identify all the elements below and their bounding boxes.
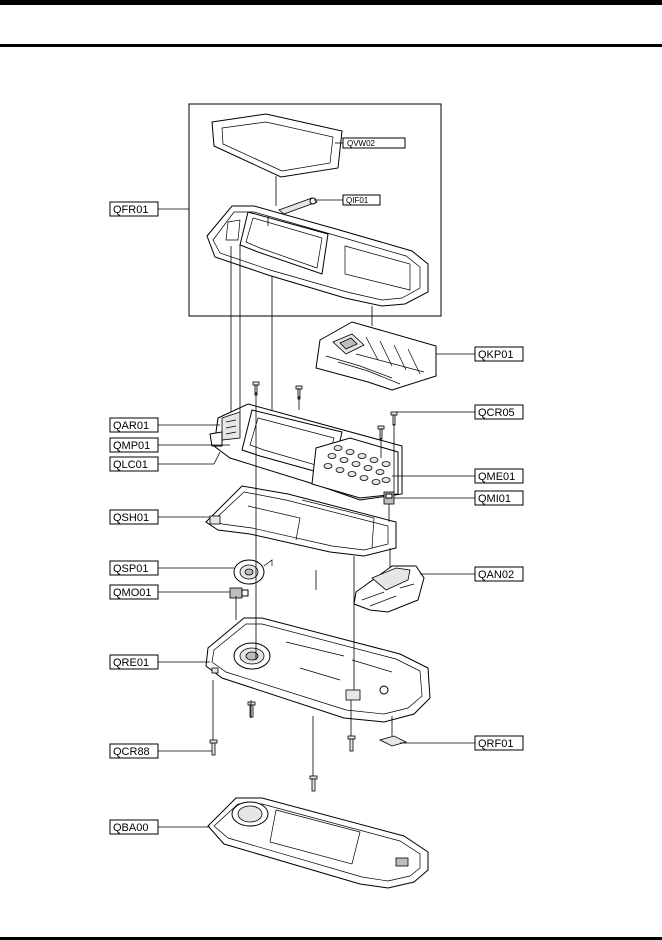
label-text: QRE01	[113, 657, 150, 669]
label-qcr88	[110, 744, 158, 758]
battery-cover-part	[208, 798, 428, 888]
label-qmo01	[110, 585, 158, 599]
label-text: QLC01	[113, 459, 148, 471]
keypad-part	[316, 322, 436, 390]
label-qre01	[110, 655, 158, 669]
label-text: QAR01	[113, 420, 150, 432]
label-text: QRF01	[478, 738, 514, 750]
label-text: QME01	[478, 471, 516, 483]
label-qif01	[343, 195, 380, 205]
speaker-part	[234, 560, 272, 584]
qif01-part	[279, 198, 317, 214]
antenna-part	[354, 566, 424, 612]
label-text: QMO01	[113, 587, 152, 599]
microphone-part	[384, 492, 394, 504]
label-text: QSH01	[113, 512, 150, 524]
label-text: QBA00	[113, 822, 149, 834]
label-qlc01	[110, 457, 158, 471]
label-text: QAN02	[478, 569, 515, 581]
label-qvw02	[343, 138, 405, 148]
label-text: QKP01	[478, 349, 514, 361]
label-qsp01	[110, 561, 158, 575]
label-text: QMP01	[113, 440, 151, 452]
label-qar01	[110, 418, 158, 432]
label-qkp01	[475, 347, 523, 361]
label-text: QSP01	[113, 563, 149, 575]
label-qba00	[110, 820, 158, 834]
label-qcr05	[475, 405, 523, 419]
label-qsh01	[110, 510, 158, 524]
qrf01-part	[380, 736, 406, 746]
label-qfr01	[110, 202, 158, 216]
label-text: QMI01	[478, 493, 512, 505]
label-qan02	[475, 567, 523, 581]
label-text: QCR05	[478, 407, 515, 419]
label-text: QCR88	[113, 746, 150, 758]
label-qmp01	[110, 438, 158, 452]
screws-lower	[210, 702, 355, 791]
motor-part	[230, 588, 248, 598]
label-qmi01	[475, 491, 523, 505]
label-qrf01	[475, 736, 523, 750]
rear-cover-part	[206, 618, 430, 722]
label-qme01	[475, 469, 523, 483]
window-part	[212, 114, 342, 177]
label-text: QIF01	[346, 196, 369, 205]
label-text: QFR01	[113, 204, 149, 216]
label-text: QVW02	[347, 139, 376, 148]
